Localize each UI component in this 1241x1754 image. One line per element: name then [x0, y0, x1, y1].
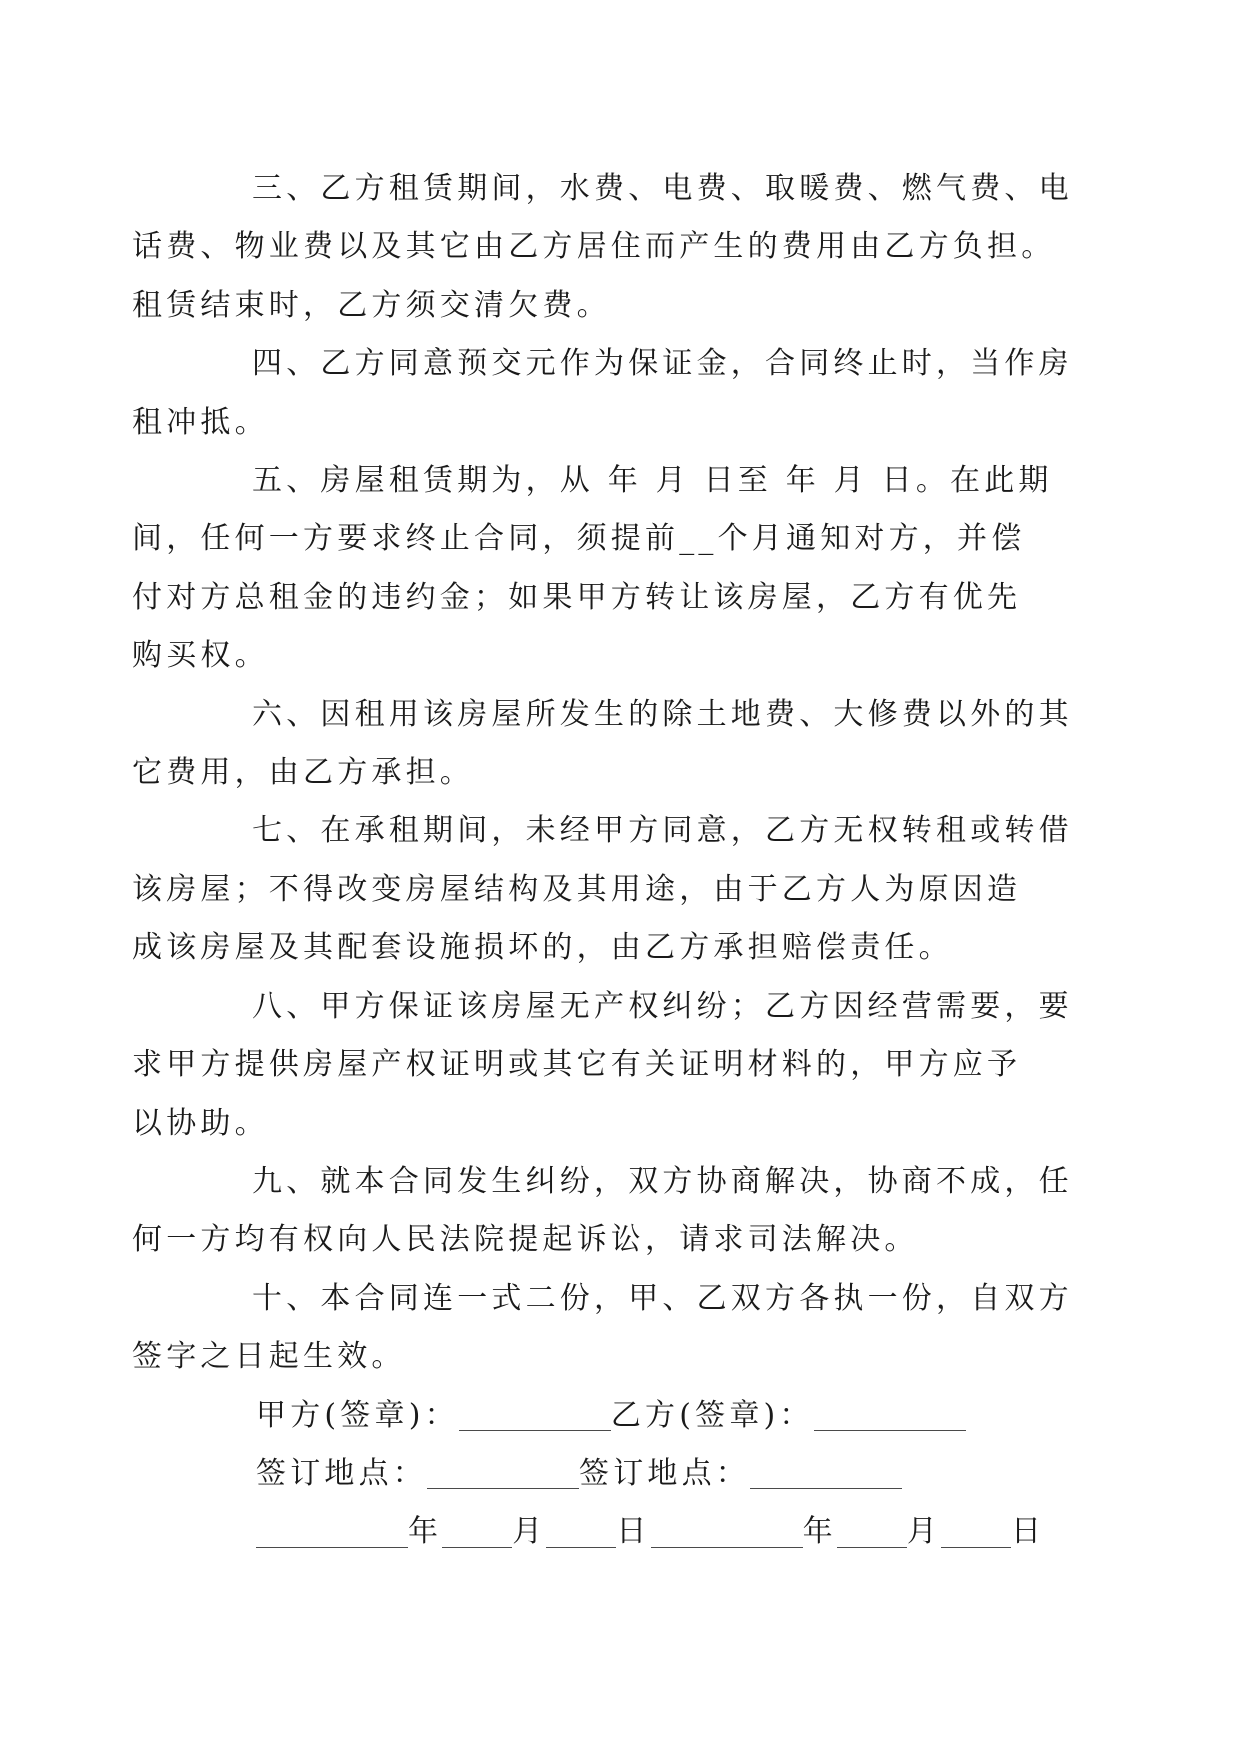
clause-line: 求甲方提供房屋产权证明或其它有关证明材料的，甲方应予	[132, 1047, 1022, 1083]
party-b-day-label: 日	[1011, 1514, 1046, 1550]
clause-line: 以协助。	[132, 1105, 269, 1141]
party-a-signature-blank	[459, 1406, 611, 1431]
clause-line: 签字之日起生效。	[132, 1339, 406, 1375]
party-b-month-label: 月	[906, 1514, 942, 1550]
clause-line: 四、乙方同意预交元作为保证金，合同终止时，当作房	[252, 346, 1073, 382]
clause-line: 九、就本合同发生纠纷，双方协商解决，协商不成，任	[252, 1163, 1073, 1199]
contract-clause	[132, 335, 1073, 452]
clause-line: 它费用，由乙方承担。	[132, 755, 474, 791]
party-a-place-blank	[427, 1464, 579, 1489]
party-a-signature-label: 甲方(签章)：	[256, 1397, 459, 1433]
contract-clause	[132, 452, 1062, 686]
party-a-year-label: 年	[408, 1514, 443, 1550]
party-b-year-label: 年	[802, 1514, 837, 1550]
clause-line: 六、因租用该房屋所发生的除土地费、大修费以外的其	[252, 696, 1073, 732]
party-b-year-blank	[651, 1523, 803, 1548]
contract-body	[132, 160, 1073, 1562]
signature-line-parties	[192, 1387, 1062, 1445]
clause-line: 租赁结束时，乙方须交清欠费。	[132, 287, 611, 323]
clause-line: 三、乙方租赁期间，水费、电费、取暖费、燃气费、电	[252, 171, 1073, 206]
signature-line-places	[192, 1445, 1062, 1503]
party-a-day-blank	[546, 1523, 616, 1548]
clause-line: 间，任何一方要求终止合同，须提前__个月通知对方，并偿	[132, 521, 1026, 557]
party-a-year-blank	[256, 1523, 408, 1548]
clause-line: 租冲抵。	[132, 404, 269, 440]
clause-line: 何一方均有权向人民法院提起诉讼，请求司法解决。	[132, 1222, 919, 1258]
clause-line: 五、房屋租赁期为，从 年 月 日至 年 月 日。在此期	[252, 463, 1053, 499]
party-b-signature-label: 乙方(签章)：	[610, 1397, 814, 1433]
party-a-month-label: 月	[512, 1514, 547, 1550]
clause-line: 该房屋；不得改变房屋结构及其用途，由于乙方人为原因造	[132, 871, 1022, 907]
clause-line: 购买权。	[132, 638, 269, 674]
clause-line: 成该房屋及其配套设施损坏的，由乙方承担赔偿责任。	[132, 930, 953, 966]
party-b-signature-blank	[814, 1406, 966, 1431]
contract-clause	[132, 160, 1073, 335]
clause-line: 付对方总租金的违约金；如果甲方转让该房屋，乙方有优先	[132, 579, 1022, 615]
clause-line: 八、甲方保证该房屋无产权纠纷；乙方因经营需要，要	[252, 988, 1073, 1024]
party-b-place-label: 签订地点：	[579, 1455, 750, 1491]
party-b-day-blank	[941, 1523, 1011, 1548]
contract-clause	[132, 1270, 1073, 1387]
signature-line-dates	[192, 1503, 1062, 1561]
party-b-place-blank	[750, 1464, 902, 1489]
party-a-place-label: 签订地点：	[256, 1455, 427, 1491]
contract-clause	[132, 978, 1073, 1153]
clause-line: 十、本合同连一式二份，甲、乙双方各执一份，自双方	[252, 1280, 1073, 1316]
contract-clause	[132, 686, 1073, 803]
party-a-month-blank	[442, 1523, 512, 1548]
contract-clause	[132, 802, 1073, 977]
contract-clause	[132, 1153, 1073, 1270]
party-b-month-blank	[837, 1523, 907, 1548]
clause-line: 七、在承租期间，未经甲方同意，乙方无权转租或转借	[252, 813, 1073, 849]
party-a-day-label: 日	[616, 1514, 651, 1550]
clause-line: 话费、物业费以及其它由乙方居住而产生的费用由乙方负担。	[132, 229, 1056, 265]
